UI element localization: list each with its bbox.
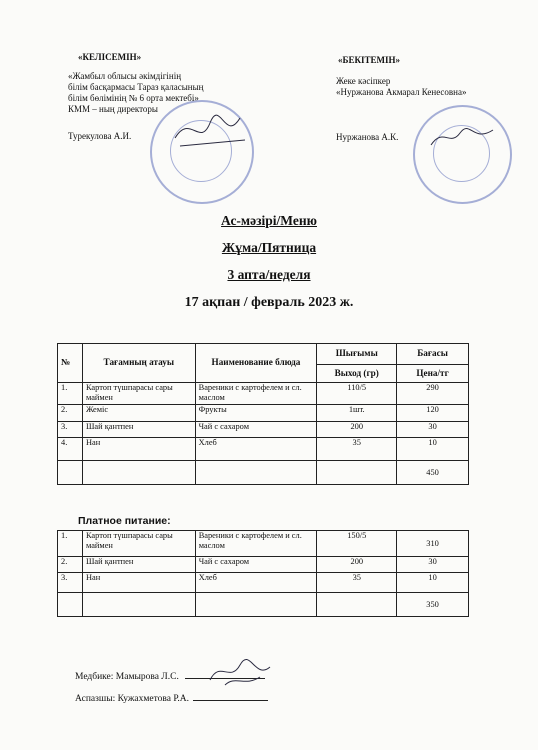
header-num: № <box>58 344 83 383</box>
row-name-ru: Хлеб <box>195 573 317 593</box>
director-signature <box>170 108 250 153</box>
row-num: 4. <box>58 438 83 461</box>
title-day: Жұма/Пятница <box>221 240 317 255</box>
table-row <box>58 383 469 405</box>
row-yield: 150/5 <box>317 531 397 557</box>
nurse-label: Медбике: Мамырова Л.С. <box>75 672 179 682</box>
table-row <box>58 557 469 573</box>
table-row <box>58 573 469 593</box>
title-menu: Ас-мәзірі/Меню <box>221 213 317 228</box>
left-header-line2: білім басқармасы Тараз қаласының <box>68 82 204 92</box>
table-row <box>58 422 469 438</box>
header-yield-kz: Шығымы <box>317 344 397 365</box>
right-header-title: «БЕКІТЕМІН» <box>338 55 400 65</box>
total-row <box>58 461 469 485</box>
row-price: 10 <box>397 573 469 593</box>
paid-menu-table <box>57 530 469 617</box>
row-name-kz: Шай қантпен <box>82 557 195 573</box>
cook-line <box>75 694 268 704</box>
row-price: 120 <box>397 405 469 422</box>
row-yield: 1шт. <box>317 405 397 422</box>
row-yield: 35 <box>317 438 397 461</box>
table-row <box>58 438 469 461</box>
total-price: 350 <box>397 593 469 617</box>
right-header-signer: Нуржанова А.К. <box>336 132 399 142</box>
row-price: 10 <box>397 438 469 461</box>
header-price-ru: Цена/тг <box>397 365 469 383</box>
row-name-kz: Картоп түшпарасы сары маймен <box>82 531 195 557</box>
row-name-kz: Картоп түшпарасы сары маймен <box>82 383 195 405</box>
left-header-line3: білім бөлімінің № 6 орта мектебі» <box>68 93 199 103</box>
row-num: 2. <box>58 557 83 573</box>
row-yield: 200 <box>317 422 397 438</box>
row-price: 30 <box>397 557 469 573</box>
right-header-line1: Жеке кәсіпкер <box>336 76 391 86</box>
row-yield: 200 <box>317 557 397 573</box>
row-name-kz: Нан <box>82 438 195 461</box>
title-date: 17 ақпан / февраль 2023 ж. <box>184 295 354 310</box>
title-week: 3 апта/неделя <box>227 267 311 282</box>
row-price: 310 <box>397 531 469 557</box>
paid-label: Платное питание: <box>78 515 171 527</box>
right-header-line2: «Нуржанова Акмарал Кенесовна» <box>336 87 467 97</box>
row-name-ru: Вареники с картофелем и сл. маслом <box>195 383 317 405</box>
entrepreneur-signature <box>428 125 498 150</box>
cook-label: Аспазшы: Кужахметова Р.А. <box>75 694 190 704</box>
row-yield: 35 <box>317 573 397 593</box>
row-name-ru: Чай с сахаром <box>195 422 317 438</box>
row-name-ru: Хлеб <box>195 438 317 461</box>
row-name-kz: Нан <box>82 573 195 593</box>
cook-signature-line <box>193 700 268 701</box>
row-price: 290 <box>397 383 469 405</box>
left-header-line1: «Жамбыл облысы әкімдігінің <box>68 71 182 81</box>
total-row <box>58 593 469 617</box>
row-name-kz: Жеміс <box>82 405 195 422</box>
main-menu-table <box>57 343 469 485</box>
row-name-ru: Чай с сахаром <box>195 557 317 573</box>
header-price-kz: Бағасы <box>397 344 469 365</box>
row-num: 1. <box>58 383 83 405</box>
header-name-ru: Наименование блюда <box>195 344 317 383</box>
header-yield-ru: Выход (гр) <box>317 365 397 383</box>
row-num: 2. <box>58 405 83 422</box>
row-name-ru: Вареники с картофелем и сл. маслом <box>195 531 317 557</box>
total-price: 450 <box>397 461 469 485</box>
row-price: 30 <box>397 422 469 438</box>
nurse-signature <box>205 655 275 690</box>
header-name-kz: Тағамның атауы <box>82 344 195 383</box>
left-header-signer: Турекулова А.И. <box>68 131 132 141</box>
row-num: 3. <box>58 422 83 438</box>
left-header-line4: КММ – ның директоры <box>68 104 158 114</box>
row-num: 3. <box>58 573 83 593</box>
row-num: 1. <box>58 531 83 557</box>
row-yield: 110/5 <box>317 383 397 405</box>
table-row <box>58 531 469 557</box>
row-name-ru: Фрукты <box>195 405 317 422</box>
table-row <box>58 405 469 422</box>
row-name-kz: Шай қантпен <box>82 422 195 438</box>
left-header-title: «КЕЛІСЕМІН» <box>78 52 142 62</box>
